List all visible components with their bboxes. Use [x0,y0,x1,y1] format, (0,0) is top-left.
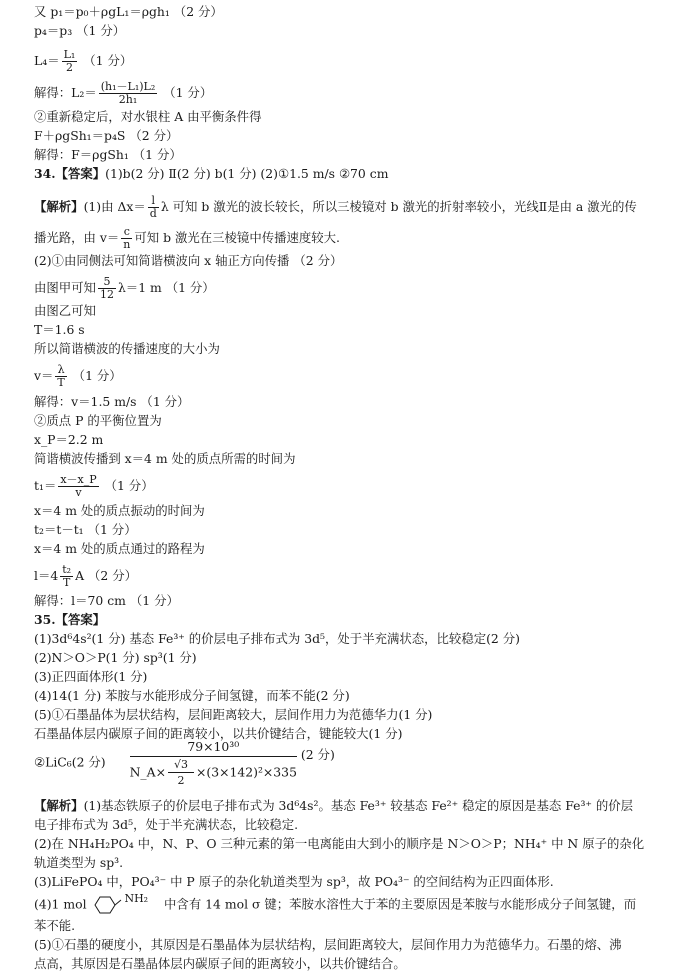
text-line-l42: (5)①石墨的硬度小，其原因是石墨晶体为层状结构，层间距离较大，层间作用力为范德华力。石墨的熔、沸 [34,937,622,952]
inline-fraction [99,81,158,106]
fraction-denominator: 12 [99,288,114,301]
fraction-numerator: l [148,195,159,208]
density-fraction [130,739,297,787]
line-suffix: （1 分） [159,85,213,100]
line-suffix: λ 可知 b 激光的波长较长，所以三棱镜对 b 激光的折射率较小，光线Ⅱ是由 a 激光的传 [160,199,637,214]
line-prefix: 【解析】(1)由 Δx＝ [34,199,146,214]
density-formula-line [34,739,335,787]
density-numerator: 79×10³⁰ [130,739,297,757]
line-suffix: （1 分） [68,368,122,383]
text-line-l15: 所以简谐横波的传播速度的大小为 [34,341,220,356]
text-line-l04 [34,81,212,106]
text-line-l39: (3)LiFePO₄ 中，PO₄³⁻ 中 P 原子的杂化轨道类型为 sp³，故 PO₄³⁻ 的空间结构为正四面体形. [34,874,554,889]
text-line-l21 [34,474,154,499]
denominator-prefix: N_A× [129,764,166,780]
text-line-l07: 解得：F＝ρgSh₁ （1 分） [34,147,182,162]
line-prefix: 由图甲可知 [34,280,96,295]
fraction-denominator: T [57,376,65,389]
line-prefix: v＝ [34,368,54,383]
line-suffix: （1 分） [79,53,133,68]
text-line-l25 [34,564,137,589]
text-line-l30: (3)正四面体形(1 分) [34,669,148,684]
text-line-l11: (2)①由同侧法可知简谐横波向 x 轴正方向传播 （2 分） [34,253,343,268]
fraction-denominator: T [63,576,71,589]
text-line-l06: F＋ρgSh₁＝p₄S （2 分） [34,128,179,143]
inline-fraction [62,49,78,74]
text-line-l05: ②重新稳定后，对水银柱 A 由平衡条件得 [34,109,262,124]
fraction-numerator: c [121,226,132,239]
text-line-l27: 35.【答案】 [34,612,106,627]
line-prefix: t₁＝ [34,478,57,493]
fraction-numerator: t₂ [62,563,72,576]
text-line-l29: (2)N＞O＞P(1 分) sp³(1 分) [34,650,197,665]
text-line-l26: 解得：l＝70 cm （1 分） [34,593,179,608]
text-line-l02: p₄＝p₃ （1 分） [34,23,126,38]
inline-fraction [148,195,159,220]
line-prefix: 解得：L₂＝ [34,85,97,100]
fraction-denominator: 2 [65,61,73,74]
inline-fraction [58,474,98,499]
amino-group-label: NH₂ [124,891,149,905]
inline-fraction [121,226,132,251]
line-prefix: l＝4 [34,568,59,583]
text-line-l43: 点高，其原因是石墨晶体层内碳原子间的距离较小，以共价键结合。 [34,956,406,971]
text-line-l38: 轨道类型为 sp³. [34,855,124,870]
text-line-l20: 简谐横波传播到 x＝4 m 处的质点所需的时间为 [34,451,296,466]
text-line-l24: x＝4 m 处的质点通过的路程为 [34,541,205,556]
text-line-l01: 又 p₁＝p₀＋ρgL₁＝ρgh₁ （2 分） [34,4,223,19]
text-line-l12 [34,276,215,301]
text-line-l13: 由图乙可知 [34,303,96,318]
fraction-denominator: v [75,486,82,499]
fraction-numerator: 5 [98,276,116,289]
text-line-l28: (1)3d⁶4s²(1 分) 基态 Fe³⁺ 的价层电子排布式为 3d⁵，处于半充满状态，比较稳定(2 分) [34,631,520,646]
text-line-l19: x_P＝2.2 m [34,432,104,447]
fraction-numerator: L₁ [63,48,76,61]
inline-fraction [55,364,66,389]
denominator-fraction-den: 2 [177,774,185,787]
text-line-l31: (4)14(1 分) 苯胺与水能形成分子间氢键，而苯不能(2 分) [34,688,350,703]
line-suffix: A （2 分） [75,568,137,583]
text-line-l18: ②质点 P 的平衡位置为 [34,413,162,428]
line-suffix: （1 分） [100,478,154,493]
inline-fraction [60,564,73,589]
text-line-l17: 解得：v＝1.5 m/s （1 分） [34,394,190,409]
text-line-l10 [34,226,340,251]
density-answer-label: ②LiC₆(2 分) [34,754,106,770]
denominator-fraction [168,759,194,787]
text-line-l22: x＝4 m 处的质点振动的时间为 [34,503,205,518]
text-line-l09 [34,195,637,220]
line-suffix: λ＝1 m （1 分） [117,280,215,295]
text-line-l03a [34,49,132,74]
text-line-l41: 苯不能. [34,918,76,933]
analysis-4-prefix: (4)1 mol [34,896,87,912]
text-line-l33: 石墨晶体层内碳原子间的距离较小，以共价键结合，键能较大(1 分) [34,726,403,741]
fraction-numerator: λ [55,364,66,377]
density-denominator [130,757,297,787]
fraction-numerator: x－x_P [60,473,97,486]
text-line-l08: 34.【答案】(1)b(2 分) Ⅱ(2 分) b(1 分) (2)①1.5 m/s ②70 cm [34,166,389,181]
text-line-l32: (5)①石墨晶体为层状结构，层间距离较大，层间作用力为范德华力(1 分) [34,707,433,722]
fraction-denominator: 2h₁ [118,93,138,106]
text-line-l37: (2)在 NH₄H₂PO₄ 中，N、P、O 三种元素的第一电离能由大到小的顺序是 N＞O＞P；NH₄⁺ 中 N 原子的杂化 [34,836,645,851]
fraction-denominator: n [123,238,131,251]
analysis-4-suffix: 中含有 14 mol σ 键；苯胺水溶性大于苯的主要原因是苯胺与水能形成分子间氢键，而 [164,896,637,912]
text-line-l16 [34,364,122,389]
line-suffix: 可知 b 激光在三棱镜中传播速度较大. [134,230,340,245]
line-prefix: 播光路，由 v＝ [34,230,120,245]
fraction-numerator: (h₁－L₁)L₂ [100,80,156,93]
analysis-4-line [34,891,637,916]
denominator-suffix: ×(3×142)²×335 [195,764,297,780]
density-score: (2 分) [300,746,335,762]
text-line-l14: T＝1.6 s [34,322,85,337]
text-line-l23: t₂＝t－t₁ （1 分） [34,522,137,537]
inline-fraction [98,276,116,301]
text-line-l36: 电子排布式为 3d⁵，处于半充满状态，比较稳定. [34,817,299,832]
denominator-fraction-num: √3 [168,759,194,773]
fraction-denominator: d [149,207,157,220]
text-line-l35: 【解析】(1)基态铁原子的价层电子排布式为 3d⁶4s²。基态 Fe³⁺ 较基态 Fe²⁺ 稳定的原因是基态 Fe³⁺ 的价层 [34,798,634,813]
line-prefix: L₄＝ [34,53,60,68]
